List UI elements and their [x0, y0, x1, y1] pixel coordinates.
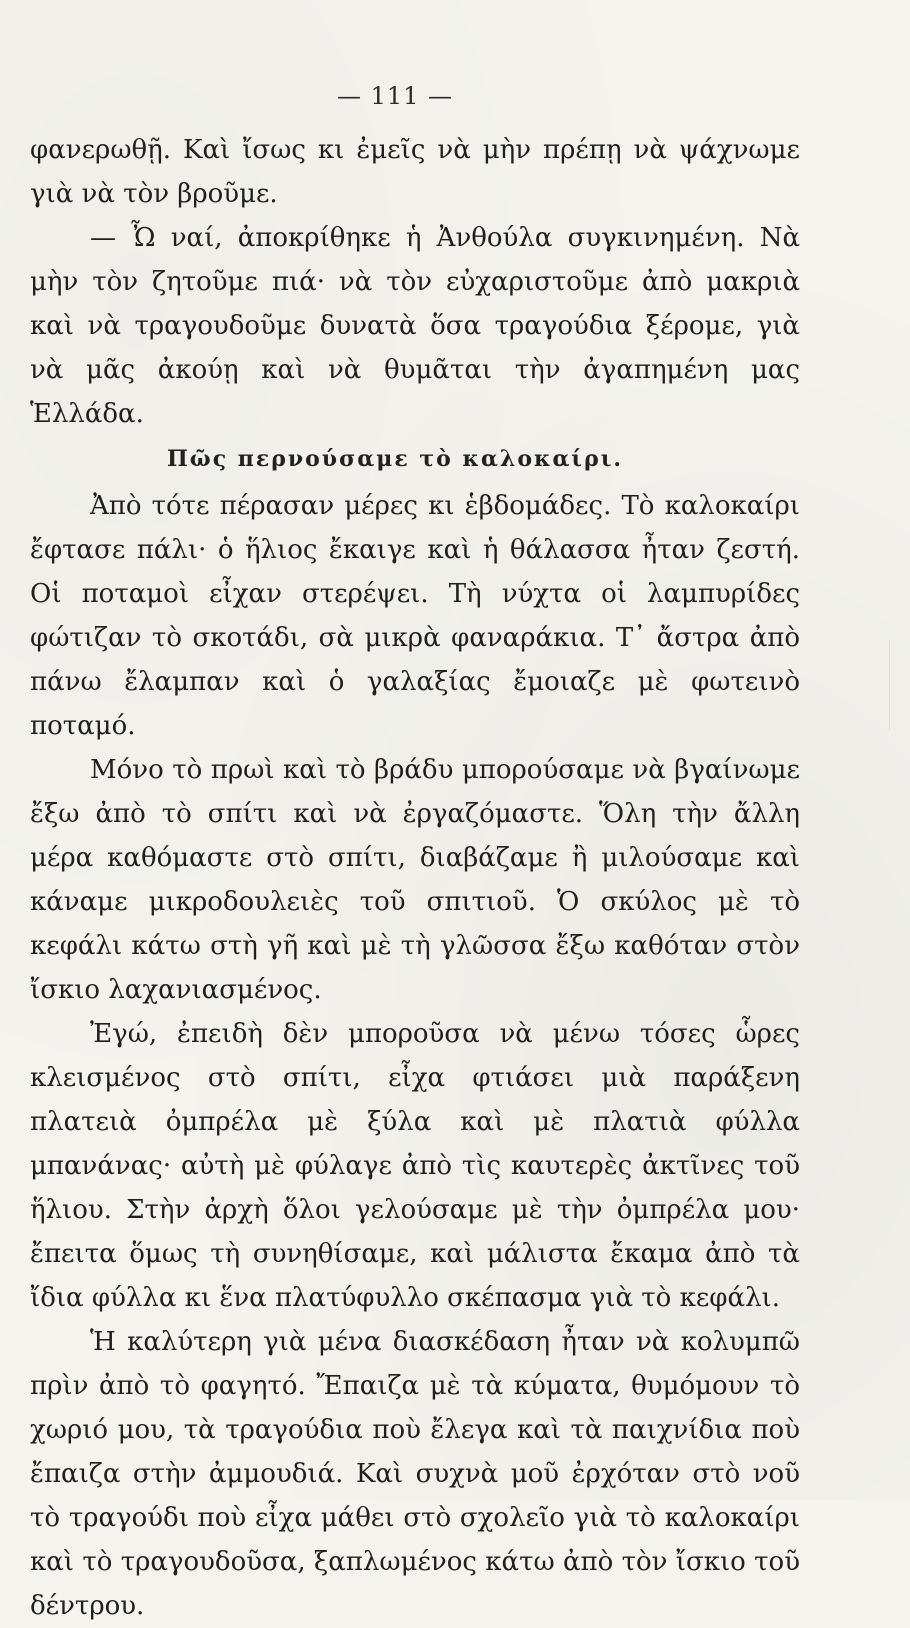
paragraph-dialogue: — Ὦ ναί, ἀποκρίθηκε ἡ Ἀνθούλα συγκινημένη. Νὰ μὴν τὸν ζητοῦμε πιά· νὰ τὸν εὐχαριστοῦμε ἀπὸ μακριὰ καὶ νὰ τραγουδοῦμε δυνατὰ ὅσα τραγούδια ξέρομε, γιὰ νὰ μᾶς ἀκούῃ καὶ νὰ θυμᾶται τὴν ἀγαπημένη μας Ἑλλάδα. [30, 223, 800, 429]
paragraph-summer: Ἀπὸ τότε πέρασαν μέρες κι ἑβδομάδες. Τὸ καλοκαίρι ἔφτασε πάλι· ὁ ἥλιος ἔκαιγε καὶ ἡ θάλασσα ἦταν ζεστή. Οἱ ποταμοὶ εἶχαν στερέψει. Τὴ νύχτα οἱ λαμπυρίδες φώτιζαν τὸ σκοτάδι, σὰ μικρὰ φαναράκια. Τ᾽ ἄστρα ἀπὸ πάνω ἔλαμπαν καὶ ὁ γαλαξίας ἔμοιαζε μὲ φωτεινὸ ποταμό. [30, 491, 800, 741]
paragraph-swimming: Ἡ καλύτερη γιὰ μένα διασκέδαση ἦταν νὰ κολυμπῶ πρὶν ἀπὸ τὸ φαγητό. Ἔπαιζα μὲ τὰ κύματα, θυμόμουν τὸ χωριό μου, τὰ τραγούδια ποὺ ἔλεγα καὶ τὰ παιχνίδια ποὺ ἔπαιζα στὴν ἀμμουδιά. Καὶ συχνὰ μοῦ ἐρχόταν στὸ νοῦ τὸ τραγούδι ποὺ εἶχα μάθει στὸ σχολεῖο γιὰ τὸ καλοκαίρι καὶ τὸ τραγουδοῦσα, ξαπλωμένος κάτω ἀπὸ τὸν ἴσκιο τοῦ δέντρου. [30, 1327, 800, 1621]
page-number: — 111 — [336, 82, 454, 110]
page-edge-shadow [885, 640, 890, 730]
paragraph-morning-evening: Μόνο τὸ πρωὶ καὶ τὸ βράδυ μπορούσαμε νὰ βγαίνωμε ἔξω ἀπὸ τὸ σπίτι καὶ νὰ ἐργαζόμαστε. Ὅλη τὴν ἄλλη μέρα καθόμαστε στὸ σπίτι, διαβάζαμε ἢ μιλούσαμε καὶ κάναμε μικροδουλειὲς τοῦ σπιτιοῦ. Ὁ σκύλος μὲ τὸ κεφάλι κάτω στὴ γῆ καὶ μὲ τὴ γλῶσσα ἔξω καθόταν στὸν ἴσκιο λαχανιασμένος. [30, 755, 800, 1005]
section-heading: Πῶς περνούσαμε τὸ καλοκαίρι. [166, 446, 624, 472]
paragraph-continuation: φανερωθῇ. Καὶ ἴσως κι ἐμεῖς νὰ μὴν πρέπῃ νὰ ψάχνωμε γιὰ νὰ τὸν βροῦμε. [30, 135, 800, 209]
paragraph-umbrella: Ἐγώ, ἐπειδὴ δὲν μποροῦσα νὰ μένω τόσες ὧρες κλεισμένος στὸ σπίτι, εἶχα φτιάσει μιὰ παράξενη πλατειὰ ὀμπρέλα μὲ ξύλα καὶ μὲ πλατιὰ φύλλα μπανάνας· αὐτὴ μὲ φύλαγε ἀπὸ τὶς καυτερὲς ἀκτῖνες τοῦ ἥλιου. Στὴν ἀρχὴ ὅλοι γελούσαμε μὲ τὴν ὀμπρέλα μου· ἔπειτα ὅμως τὴ συνηθίσαμε, καὶ μάλιστα ἔκαμα ἀπὸ τὰ ἴδια φύλλα κι ἕνα πλατύφυλλο σκέπασμα γιὰ τὸ κεφάλι. [30, 1019, 800, 1313]
